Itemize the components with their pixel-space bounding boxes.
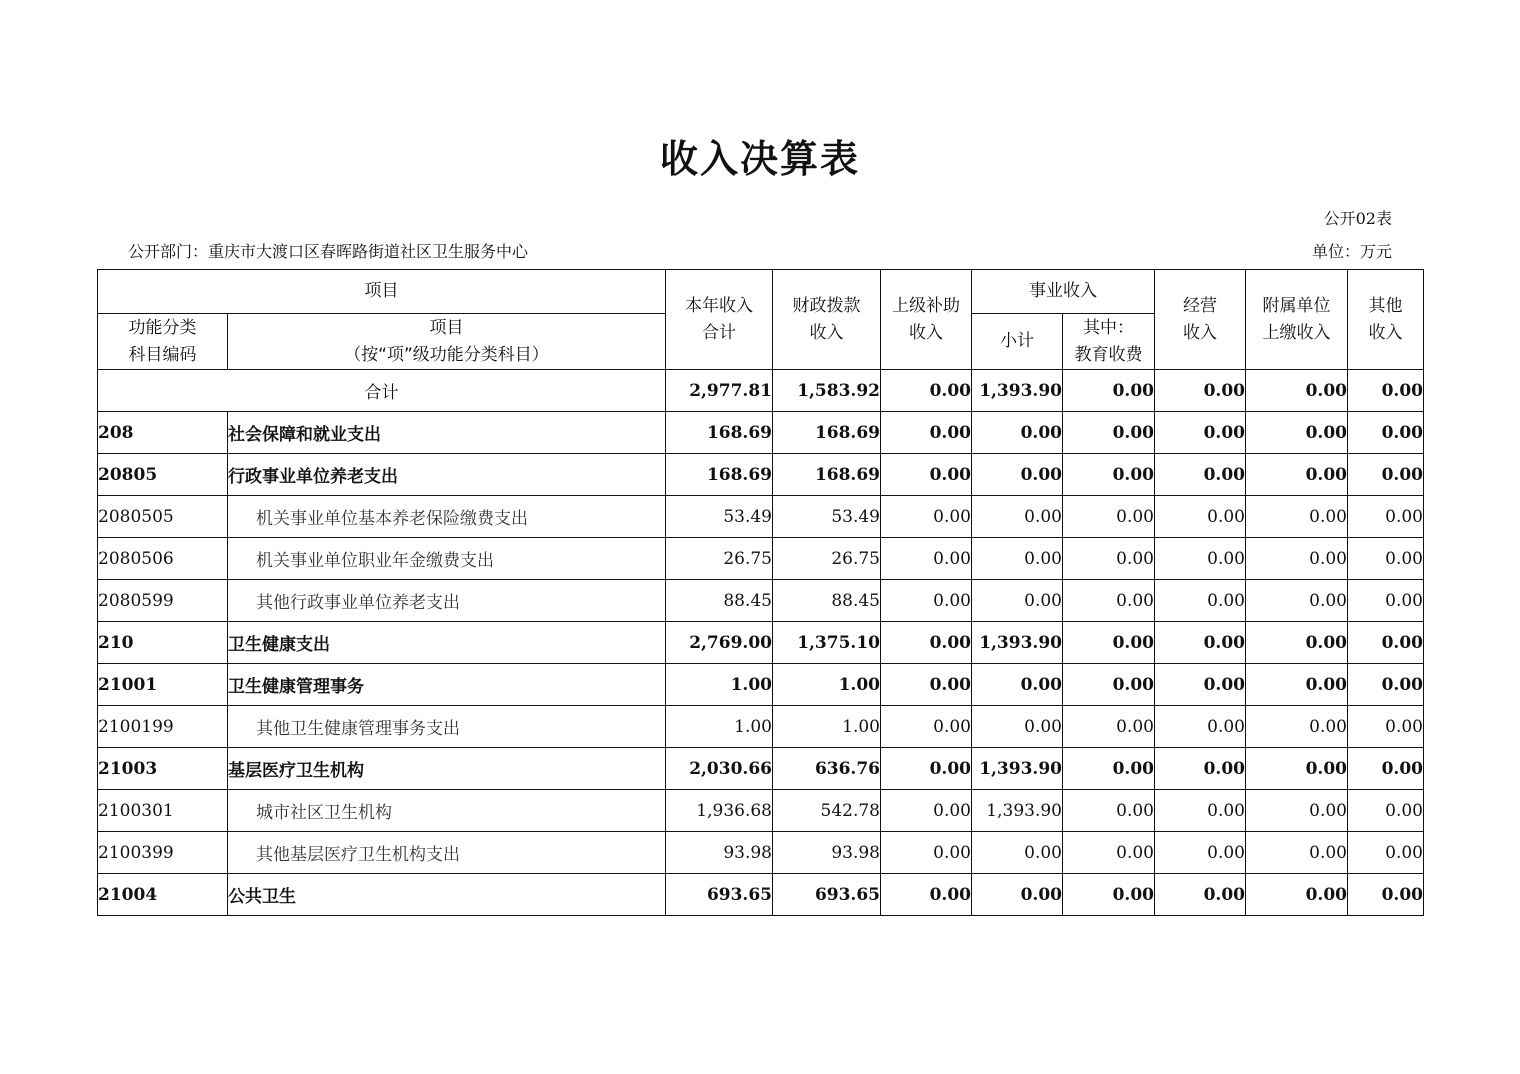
- row-value: 0.00: [881, 412, 972, 454]
- row-value: 0.00: [1348, 706, 1424, 748]
- row-value: 2,769.00: [666, 622, 773, 664]
- total-cell: 0.00: [881, 370, 972, 412]
- row-value: 0.00: [881, 706, 972, 748]
- row-value: 168.69: [773, 454, 881, 496]
- row-value: 0.00: [1063, 496, 1155, 538]
- row-value: 0.00: [972, 580, 1063, 622]
- row-value: 0.00: [1246, 832, 1348, 874]
- total-label: 合计: [98, 370, 666, 412]
- header-business: 事业收入: [972, 270, 1155, 314]
- row-value: 26.75: [666, 538, 773, 580]
- row-code: 2080599: [98, 580, 228, 622]
- row-value: 0.00: [1246, 748, 1348, 790]
- row-value: 0.00: [1063, 790, 1155, 832]
- row-value: 1.00: [666, 664, 773, 706]
- row-value: 693.65: [666, 874, 773, 916]
- row-value: 0.00: [1246, 454, 1348, 496]
- unit-label: 单位：万元: [1311, 242, 1392, 261]
- row-value: 0.00: [1155, 454, 1246, 496]
- row-value: 0.00: [1348, 412, 1424, 454]
- row-value: 0.00: [1063, 412, 1155, 454]
- row-name: 城市社区卫生机构: [228, 790, 666, 832]
- table-row: [98, 832, 1424, 874]
- row-code: 2100301: [98, 790, 228, 832]
- total-cell: 0.00: [1063, 370, 1155, 412]
- row-value: 0.00: [1348, 664, 1424, 706]
- row-code: 2100399: [98, 832, 228, 874]
- row-value: 1.00: [666, 706, 773, 748]
- total-cell: 1,583.92: [773, 370, 881, 412]
- row-value: 636.76: [773, 748, 881, 790]
- table-row: [98, 748, 1424, 790]
- row-value: 0.00: [881, 622, 972, 664]
- row-value: 0.00: [972, 496, 1063, 538]
- row-value: 0.00: [1155, 874, 1246, 916]
- row-value: 0.00: [1348, 622, 1424, 664]
- table-row: [98, 706, 1424, 748]
- row-value: 168.69: [666, 412, 773, 454]
- row-name: 行政事业单位养老支出: [228, 454, 666, 496]
- header-fiscal: 财政拨款 收入: [773, 270, 881, 370]
- row-value: 1,393.90: [972, 748, 1063, 790]
- total-cell: 0.00: [1348, 370, 1424, 412]
- department-label: 公开部门：重庆市大渡口区春晖路街道社区卫生服务中心: [128, 242, 529, 261]
- row-value: 0.00: [881, 790, 972, 832]
- row-value: 0.00: [1246, 664, 1348, 706]
- row-value: 0.00: [1063, 538, 1155, 580]
- header-subtotal: 小计: [972, 314, 1063, 370]
- header-total: 本年收入 合计: [666, 270, 773, 370]
- header-other: 其他 收入: [1348, 270, 1424, 370]
- row-value: 0.00: [1063, 580, 1155, 622]
- header-upper: 上级补助 收入: [881, 270, 972, 370]
- row-value: 0.00: [1246, 580, 1348, 622]
- row-value: 0.00: [972, 454, 1063, 496]
- row-value: 693.65: [773, 874, 881, 916]
- total-cell: 2,977.81: [666, 370, 773, 412]
- header-edu: 其中： 教育收费: [1063, 314, 1155, 370]
- form-number: 公开02表: [1323, 209, 1392, 228]
- row-value: 0.00: [1155, 748, 1246, 790]
- header-item: 项目: [98, 270, 666, 314]
- row-value: 26.75: [773, 538, 881, 580]
- row-name: 其他卫生健康管理事务支出: [228, 706, 666, 748]
- row-name: 卫生健康支出: [228, 622, 666, 664]
- header-item-name: 项目 （按“项”级功能分类科目）: [228, 314, 666, 370]
- row-value: 0.00: [1246, 538, 1348, 580]
- table-row: [98, 580, 1424, 622]
- row-name: 卫生健康管理事务: [228, 664, 666, 706]
- row-value: 0.00: [972, 874, 1063, 916]
- row-value: 88.45: [773, 580, 881, 622]
- row-value: 0.00: [881, 496, 972, 538]
- table-row: [98, 538, 1424, 580]
- table-row: [98, 454, 1424, 496]
- row-value: 0.00: [1155, 412, 1246, 454]
- row-name: 公共卫生: [228, 874, 666, 916]
- row-name: 机关事业单位职业年金缴费支出: [228, 538, 666, 580]
- row-value: 0.00: [1155, 790, 1246, 832]
- table-row: [98, 664, 1424, 706]
- total-cell: 0.00: [1155, 370, 1246, 412]
- row-value: 0.00: [1063, 664, 1155, 706]
- row-value: 1,393.90: [972, 790, 1063, 832]
- row-value: 0.00: [1155, 496, 1246, 538]
- row-value: 0.00: [1348, 496, 1424, 538]
- row-code: 2080505: [98, 496, 228, 538]
- row-value: 0.00: [1063, 706, 1155, 748]
- row-code: 2100199: [98, 706, 228, 748]
- page-title: 收入决算表: [659, 137, 860, 181]
- header-affiliated: 附属单位 上缴收入: [1246, 270, 1348, 370]
- total-cell: 0.00: [1246, 370, 1348, 412]
- row-value: 0.00: [1155, 538, 1246, 580]
- row-value: 0.00: [1348, 790, 1424, 832]
- row-value: 0.00: [972, 412, 1063, 454]
- row-value: 0.00: [881, 580, 972, 622]
- table-row: [98, 496, 1424, 538]
- row-value: 0.00: [1246, 790, 1348, 832]
- row-value: 0.00: [881, 538, 972, 580]
- row-value: 0.00: [1348, 580, 1424, 622]
- row-value: 168.69: [666, 454, 773, 496]
- row-code: 2080506: [98, 538, 228, 580]
- row-value: 0.00: [972, 664, 1063, 706]
- row-name: 基层医疗卫生机构: [228, 748, 666, 790]
- table-row: [98, 874, 1424, 916]
- total-row: [98, 370, 1424, 412]
- row-value: 2,030.66: [666, 748, 773, 790]
- row-value: 0.00: [881, 832, 972, 874]
- row-code: 21001: [98, 664, 228, 706]
- row-value: 0.00: [972, 538, 1063, 580]
- row-value: 0.00: [1348, 874, 1424, 916]
- row-value: 0.00: [1246, 496, 1348, 538]
- income-table: [97, 269, 1424, 916]
- row-value: 0.00: [1348, 832, 1424, 874]
- row-value: 168.69: [773, 412, 881, 454]
- row-value: 0.00: [1155, 664, 1246, 706]
- row-value: 542.78: [773, 790, 881, 832]
- row-value: 1,375.10: [773, 622, 881, 664]
- table-row: [98, 790, 1424, 832]
- row-value: 0.00: [1155, 580, 1246, 622]
- row-value: 0.00: [1348, 748, 1424, 790]
- total-cell: 1,393.90: [972, 370, 1063, 412]
- header-func-code: 功能分类 科目编码: [98, 314, 228, 370]
- header-operating: 经营 收入: [1155, 270, 1246, 370]
- row-name: 其他行政事业单位养老支出: [228, 580, 666, 622]
- row-value: 0.00: [1063, 622, 1155, 664]
- row-value: 0.00: [1155, 622, 1246, 664]
- row-value: 88.45: [666, 580, 773, 622]
- row-value: 0.00: [881, 454, 972, 496]
- row-value: 0.00: [972, 706, 1063, 748]
- row-value: 0.00: [1063, 832, 1155, 874]
- row-name: 社会保障和就业支出: [228, 412, 666, 454]
- row-code: 21004: [98, 874, 228, 916]
- row-value: 0.00: [881, 664, 972, 706]
- row-value: 1.00: [773, 706, 881, 748]
- row-code: 21003: [98, 748, 228, 790]
- row-value: 93.98: [773, 832, 881, 874]
- row-name: 其他基层医疗卫生机构支出: [228, 832, 666, 874]
- row-value: 1,936.68: [666, 790, 773, 832]
- row-value: 0.00: [1063, 874, 1155, 916]
- row-value: 1,393.90: [972, 622, 1063, 664]
- row-value: 53.49: [666, 496, 773, 538]
- table-row: [98, 622, 1424, 664]
- row-code: 210: [98, 622, 228, 664]
- row-name: 机关事业单位基本养老保险缴费支出: [228, 496, 666, 538]
- row-value: 0.00: [1155, 706, 1246, 748]
- row-value: 1.00: [773, 664, 881, 706]
- row-value: 0.00: [1063, 454, 1155, 496]
- table-row: [98, 412, 1424, 454]
- row-value: 0.00: [1063, 748, 1155, 790]
- row-value: 0.00: [881, 874, 972, 916]
- row-code: 208: [98, 412, 228, 454]
- row-value: 53.49: [773, 496, 881, 538]
- row-value: 0.00: [972, 832, 1063, 874]
- row-value: 0.00: [1246, 874, 1348, 916]
- row-value: 0.00: [1348, 454, 1424, 496]
- row-value: 0.00: [1155, 832, 1246, 874]
- row-value: 0.00: [1246, 706, 1348, 748]
- row-value: 0.00: [881, 748, 972, 790]
- row-value: 0.00: [1348, 538, 1424, 580]
- row-code: 20805: [98, 454, 228, 496]
- row-value: 0.00: [1246, 622, 1348, 664]
- row-value: 93.98: [666, 832, 773, 874]
- row-value: 0.00: [1246, 412, 1348, 454]
